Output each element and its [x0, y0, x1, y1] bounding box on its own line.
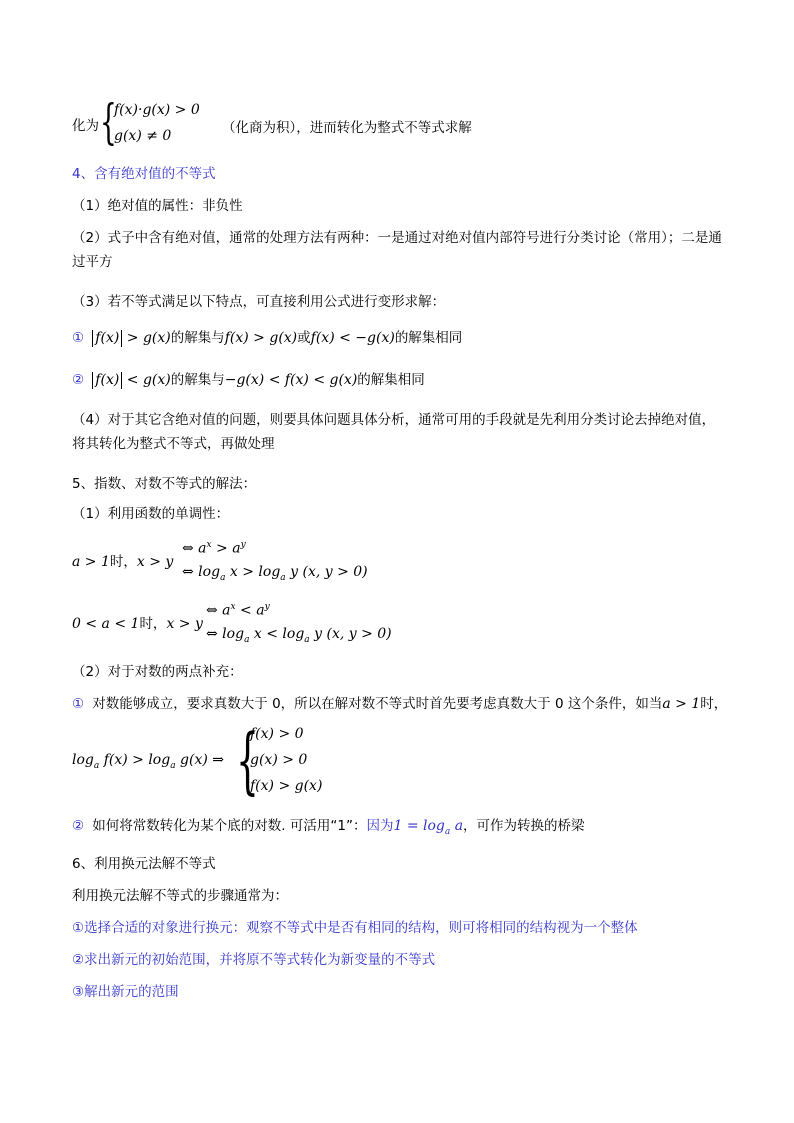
item-2-number: ② [72, 372, 85, 388]
s4-point-4: （4）对于其它含绝对值的问题，则要具体问题具体分析，通常可用的手段就是先利用分类讨论去掉绝对值，将其转化为整式不等式，再做处理 [72, 412, 716, 452]
system-brace: { [236, 718, 259, 802]
s5-item-1: ① 对数能够成立，要求真数大于 0，所以在解对数不等式时首先要考虑真数大于 0 这个条件，如当a > 1时， [72, 696, 728, 712]
s5-point-2: （2）对于对数的两点补充： [72, 664, 243, 680]
s5-item-1-text-b: 时， [700, 696, 728, 712]
s5-item-1-text-a: 对数能够成立，要求真数大于 0，所以在解对数不等式时首先要考虑真数大于 0 这个条件，如当 [92, 696, 663, 712]
system-row-1: f(x) > 0 [250, 726, 304, 742]
s5-item-2-text-b: 因为 [366, 818, 394, 834]
s6-step-3: ③解出新元的范围 [72, 984, 179, 1000]
s4-item-2: ② f(x) < g(x)的解集与−g(x) < f(x) < g(x)的解集相同 [72, 372, 425, 388]
s5-item-2-text-c: ，可作为转换的桥梁 [463, 818, 585, 834]
case-1-exp: ⇔ $a^x > a^y$ [182, 540, 246, 557]
s5-item-1-number: ① [72, 696, 85, 712]
system-row-3: f(x) > g(x) [250, 778, 323, 794]
case-1-label: 时， [109, 554, 137, 570]
s4-point-1: （1）绝对值的属性：非负性 [72, 198, 243, 214]
case-1-log: ⇔ $\log_a x > \log_a y$ (x, y > 0) [182, 564, 368, 583]
case-line [72, 116, 99, 136]
case-note: （化商为积），进而转化为整式不等式求解 [222, 120, 472, 136]
s4-item-1: ① f(x) > g(x)的解集与f(x) > g(x)或f(x) < −g(x)的解集相同 [72, 330, 463, 346]
monotonic-case-2: 0 < a < 1时，x > y [72, 616, 203, 632]
case-2-log: ⇔ $\log_a x < \log_a y$ (x, y > 0) [206, 626, 392, 645]
s6-step-2: ②求出新元的初始范围，并将原不等式转化为新变量的不等式 [72, 952, 436, 968]
case-prefix: 化为 [72, 118, 99, 134]
s6-step-1: ①选择合适的对象进行换元：观察不等式中是否有相同的结构，则可将相同的结构视为一个整体 [72, 920, 638, 936]
log-implication: $\log_a f(x) > \log_a g(x)$ ⇒ [72, 752, 224, 771]
s4-point-2: （2）式子中含有绝对值，通常的处理方法有两种：一是通过对绝对值内部符号进行分类讨论（常用）；二是通过平方 [72, 230, 722, 270]
item-1-text-a: 的解集与 [170, 330, 225, 346]
s6-intro: 利用换元法解不等式的步骤通常为： [72, 888, 288, 904]
case-formula-1: f(x)·g(x) > 0 [114, 102, 200, 118]
system-row-2: g(x) > 0 [250, 752, 308, 768]
section-6-title: 6、利用换元法解不等式 [72, 856, 216, 872]
item-2-text-a: 的解集与 [170, 372, 225, 388]
section-5-title: 5、指数、对数不等式的解法： [72, 476, 257, 492]
item-2-text-b: 的解集相同 [357, 372, 425, 388]
case-formula-2: g(x) ≠ 0 [114, 128, 172, 144]
s5-item-2-text-a: 如何将常数转化为某个底的对数. 可活用“1”： [92, 818, 367, 834]
s5-item-2: ② 如何将常数转化为某个底的对数. 可活用“1”：因为$1 = \log_a a$，可作为转换的桥梁 [72, 818, 585, 837]
case-2-label: 时， [139, 616, 167, 632]
item-1-number: ① [72, 330, 85, 346]
s4-point-3: （3）若不等式满足以下特点，可直接利用公式进行变形求解： [72, 294, 446, 310]
section-4-title: 4、含有绝对值的不等式 [72, 166, 216, 182]
monotonic-case-1: a > 1时，x > y [72, 554, 174, 570]
s5-item-2-number: ② [72, 818, 85, 834]
case-2-exp: ⇔ $a^x < a^y$ [206, 602, 270, 619]
item-1-text-c: 的解集相同 [394, 330, 463, 346]
left-brace: { [100, 94, 117, 150]
s5-point-1: （1）利用函数的单调性： [72, 506, 230, 522]
item-1-text-b: 或 [297, 330, 311, 346]
